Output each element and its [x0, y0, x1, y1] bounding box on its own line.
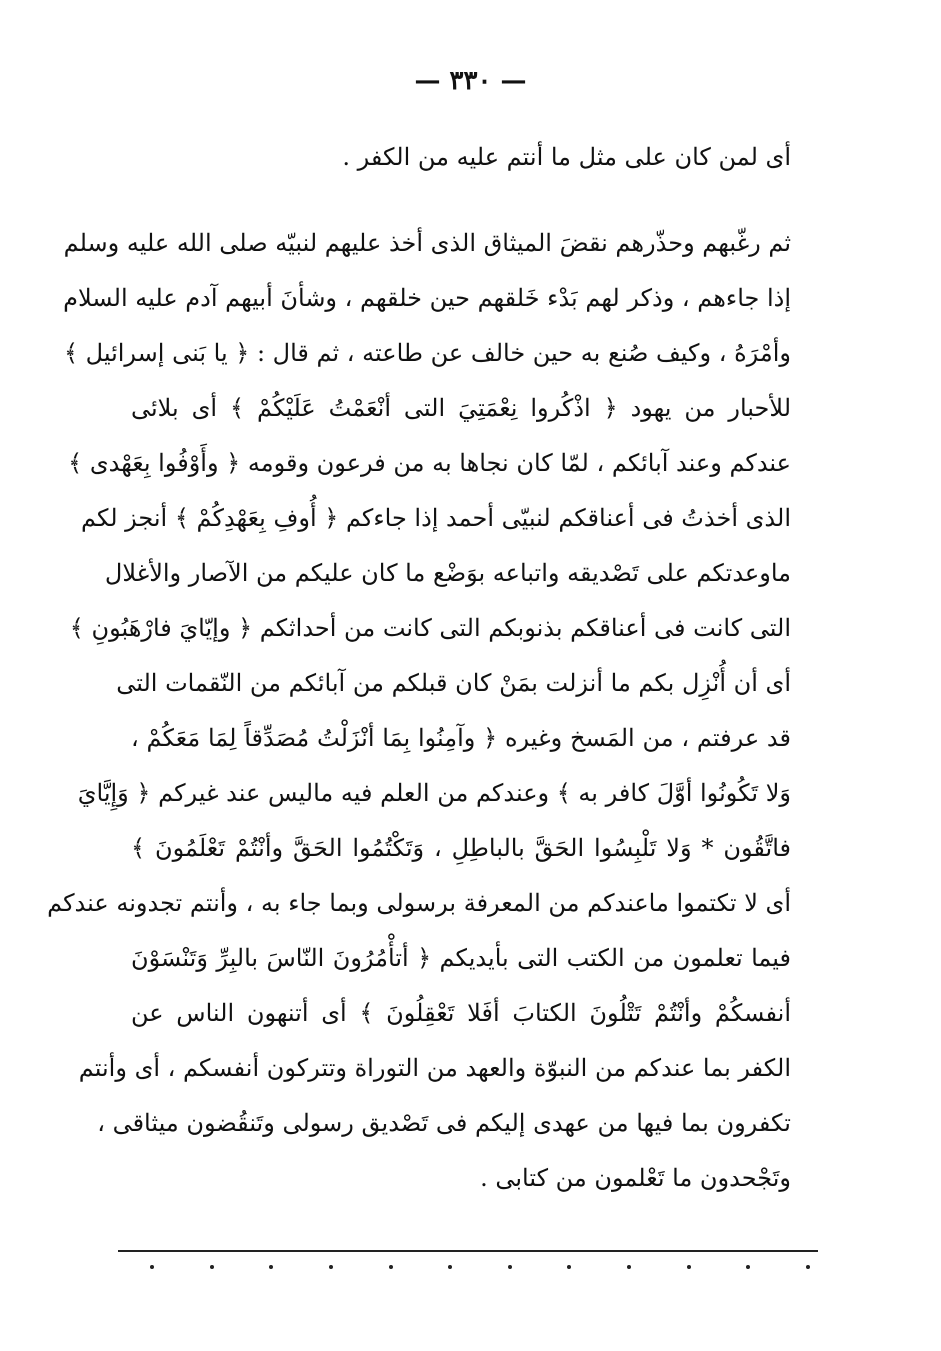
- text-line: أى لا تكتموا ماعندكم من المعرفة برسولى وبما جاء به ، وأنتم تجدونه عندكم: [47, 889, 791, 917]
- footer-dot: [687, 1265, 691, 1269]
- footer-ellipsis: [150, 1265, 810, 1269]
- text-line: الذى أخذتُ فى أعناقكم لنبيّى أحمد إذا جاءكم ﴿ أُوفِ بِعَهْدِكُمْ ﴾ أنجز لكم: [80, 504, 791, 532]
- footer-dot: [448, 1265, 452, 1269]
- footer-dot: [567, 1265, 571, 1269]
- text-line: عندكم وعند آبائكم ، لمّا كان نجاها به من فرعون وقومه ﴿ وأَوْفُوا بِعَهْدى ﴾: [68, 449, 791, 477]
- text-line: ثم رغّبهم وحذّرهم نقضَ الميثاق الذى أخذ عليهم لنبيّه صلى الله عليه وسلم: [63, 229, 791, 257]
- footer-dot: [508, 1265, 512, 1269]
- text-line: تكفرون بما فيها من عهدى إليكم فى تَصْديق رسولى وتَنقُضون ميثاقى ،: [97, 1109, 791, 1137]
- text-line: للأحبار من يهود ﴿ اذْكُروا نِعْمَتِيَ التى أنْعَمْتُ عَلَيْكُمْ ﴾ أى بلائى: [131, 394, 791, 422]
- intro-line: أى لمن كان على مثل ما أنتم عليه من الكفر .: [342, 143, 791, 171]
- footer-dot: [389, 1265, 393, 1269]
- text-line: التى كانت فى أعناقكم بذنوبكم التى كانت من أحداثكم ﴿ وإيّايَ فارْهَبُونِ ﴾: [69, 614, 791, 642]
- text-line: أنفسكُمْ وأنْتُمْ تَتْلُونَ الكتابَ أفَلا تَعْقِلُونَ ﴾ أى أتنهون الناس عن: [131, 999, 791, 1027]
- footer-dot: [627, 1265, 631, 1269]
- text-line: وَلا تَكُونُوا أوَّلَ كافر به ﴾ وعندكم من العلم فيه ماليس عند غيركم ﴿ وَإِيَّايَ: [77, 779, 791, 807]
- footer-rule: [118, 1250, 818, 1252]
- footer-dot: [746, 1265, 750, 1269]
- text-line: وأمْرَهُ ، وكيف صُنع به حين خالف عن طاعته ، ثم قال : ﴿ يا بَنى إسرائيل ﴾: [63, 339, 791, 367]
- footer-dot: [150, 1265, 154, 1269]
- footer-dot: [269, 1265, 273, 1269]
- text-line: إذا جاءهم ، وذكر لهم بَدْء خَلقهم حين خلقهم ، وشأنَ أبيهم آدم عليه السلام: [63, 284, 791, 312]
- text-line: وتَجْحدون ما تَعْلمون من كتابى .: [480, 1164, 791, 1192]
- footer-dot: [806, 1265, 810, 1269]
- footer-dot: [210, 1265, 214, 1269]
- text-line: ماوعدتكم على تَصْديقه واتباعه بوَضْع ما كان عليكم من الآصار والأغلال: [104, 559, 791, 587]
- text-line: الكفر بما عندكم من النبوّة والعهد من التوراة وتتركون أنفسكم ، أى وأنتم: [78, 1054, 791, 1082]
- page-number: — ٣٣٠ —: [414, 66, 527, 96]
- text-line: فيما تعلمون من الكتب التى بأيديكم ﴿ أتأْمُرُونَ النّاسَ بالبِرِّ وَتَنْسَوْنَ: [131, 944, 791, 972]
- text-line: قد عرفتم ، من المَسخ وغيره ﴿ وآمِنُوا بِمَا أنْزَلْتُ مُصَدِّقاً لِمَا مَعَكُمْ ،: [131, 724, 791, 752]
- text-line: فاتَّقُون * وَلا تَلْبِسُوا الحَقَّ بالباطِلِ ، وَتَكْتُمُوا الحَقَّ وأنْتُمْ تَعْلَمُونَ ﴾: [131, 834, 791, 862]
- text-line: أى أن أُنْزِل بكم ما أنزلت بمَنْ كان قبلكم من آبائكم من النّقمات التى: [116, 669, 791, 697]
- footer-dot: [329, 1265, 333, 1269]
